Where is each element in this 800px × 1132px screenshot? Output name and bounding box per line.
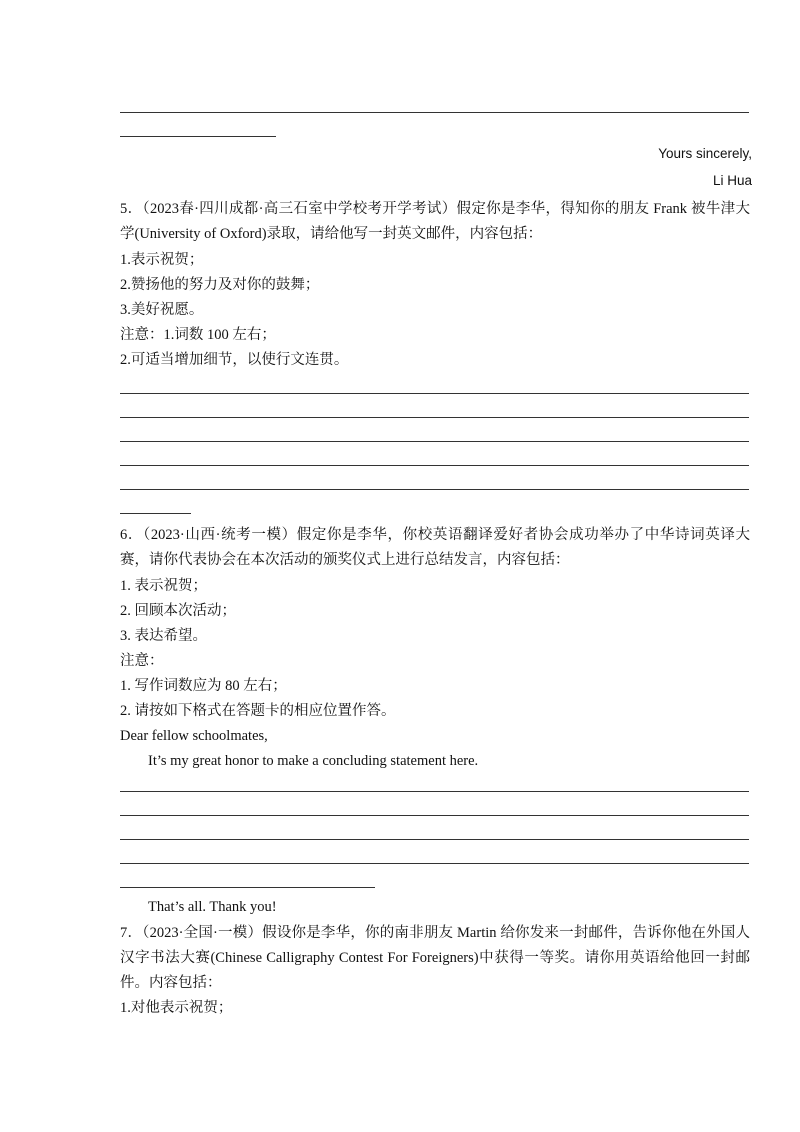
q6-note-label: 注意：	[120, 653, 164, 669]
q6-item-3: 3. 表达希望。	[120, 628, 207, 644]
answer-line	[120, 839, 749, 840]
q5-note-1: 注意：1.词数 100 左右；	[120, 327, 276, 343]
q7-stem: 7．（2023·全国·一模）假设你是李华，你的南非朋友 Martin 给你发来一封邮件，告诉你他在外国人汉字书法大赛(Chinese Calligraphy Contest For Foreigners)中获得一等奖。请你用英语给他回一封邮件。内容包括：	[120, 925, 750, 991]
answer-line	[120, 441, 749, 442]
q5-item-2: 2.赞扬他的努力及对你的鼓舞；	[120, 277, 320, 293]
q6-item-2: 2. 回顾本次活动；	[120, 603, 236, 619]
closing-name: Li Hua	[712, 173, 752, 188]
q6-closing: That’s all. Thank you!	[148, 899, 277, 915]
answer-line	[120, 465, 749, 466]
q5-item-1: 1.表示祝贺；	[120, 252, 204, 268]
answer-line	[120, 393, 749, 394]
closing-yours: Yours sincerely,	[658, 146, 752, 161]
answer-line-short	[120, 136, 276, 137]
q5-item-3: 3.美好祝愿。	[120, 302, 204, 318]
answer-line	[120, 791, 749, 792]
q7-item-1: 1.对他表示祝贺；	[120, 1000, 233, 1016]
q6-stem: 6．（2023·山西·统考一模）假定你是李华，你校英语翻译爱好者协会成功举办了中华诗词英译大赛，请你代表协会在本次活动的颁奖仪式上进行总结发言，内容包括：	[120, 527, 750, 568]
q6-opening: It’s my great honor to make a concluding statement here.	[148, 753, 479, 769]
q5-note-2: 2.可适当增加细节，以使行文连贯。	[120, 352, 349, 368]
answer-line	[120, 417, 749, 418]
q6-note-1: 1. 写作词数应为 80 左右；	[120, 678, 287, 694]
answer-line	[120, 863, 749, 864]
answer-line-short	[120, 887, 375, 888]
q6-item-1: 1. 表示祝贺；	[120, 578, 207, 594]
q6-salutation: Dear fellow schoolmates,	[120, 728, 268, 744]
answer-line	[120, 815, 749, 816]
answer-line-short	[120, 513, 191, 514]
q5-stem: 5．（2023春·四川成都·高三石室中学校考开学考试）假定你是李华，得知你的朋友 Frank 被牛津大学(University of Oxford)录取，请给他写一封英文邮件，内容包括：	[120, 201, 750, 242]
q6-note-2: 2. 请按如下格式在答题卡的相应位置作答。	[120, 703, 396, 719]
answer-line	[120, 489, 749, 490]
answer-line	[120, 112, 749, 113]
